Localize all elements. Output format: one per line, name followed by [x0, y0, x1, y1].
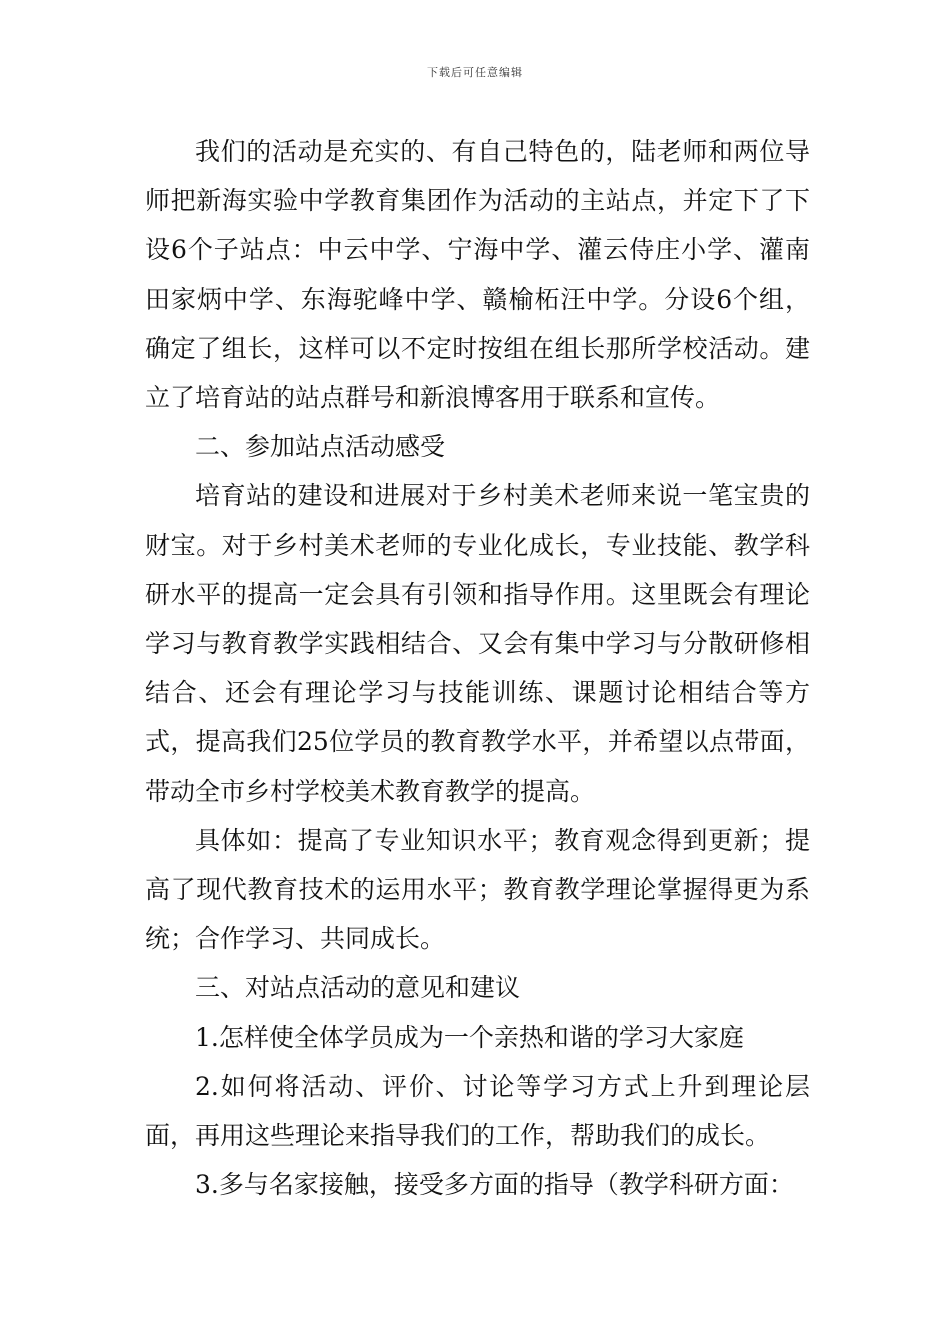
page-header: 下载后可任意编辑	[427, 66, 523, 79]
paragraph-specific-gains: 具体如：提高了专业知识水平；教育观念得到更新；提高了现代教育技术的运用水平；教育教学理论掌握得更为系统；合作学习、共同成长。	[145, 825, 810, 954]
paragraph-station-value: 培育站的建设和进展对于乡村美术老师来说一笔宝贵的财宝。对于乡村美术老师的专业化成长，专业技能、教学科研水平的提高一定会具有引领和指导作用。这里既会有理论学习与教育教学实践相结合、又会有集中学习与分散研修相结合、还会有理论学习与技能训练、课题讨论相结合等方式，提高我们25位学员的教育教学水平，并希望以点带面，带动全市乡村学校美术教育教学的提高。	[145, 481, 810, 806]
suggestion-item-2: 2.如何将活动、评价、讨论等学习方式上升到理论层面，再用这些理论来指导我们的工作，帮助我们的成长。	[145, 1071, 810, 1151]
section-heading-2: 二、参加站点活动感受	[195, 432, 446, 462]
suggestion-item-1: 1.怎样使全体学员成为一个亲热和谐的学习大家庭	[195, 1022, 744, 1052]
section-heading-3: 三、对站点活动的意见和建议	[195, 973, 521, 1003]
document-body	[145, 127, 810, 1209]
suggestion-item-3: 3.多与名家接触，接受多方面的指导（教学科研方面：	[195, 1170, 794, 1200]
paragraph-activity-overview: 我们的活动是充实的、有自己特色的，陆老师和两位导师把新海实验中学教育集团作为活动的主站点，并定下了下设6个子站点：中云中学、宁海中学、灌云侍庄小学、灌南田家炳中学、东海驼峰中学、赣榆柘汪中学。分设6个组，确定了组长，这样可以不定时按组在组长那所学校活动。建立了培育站的站点群号和新浪博客用于联系和宣传。	[145, 137, 810, 413]
